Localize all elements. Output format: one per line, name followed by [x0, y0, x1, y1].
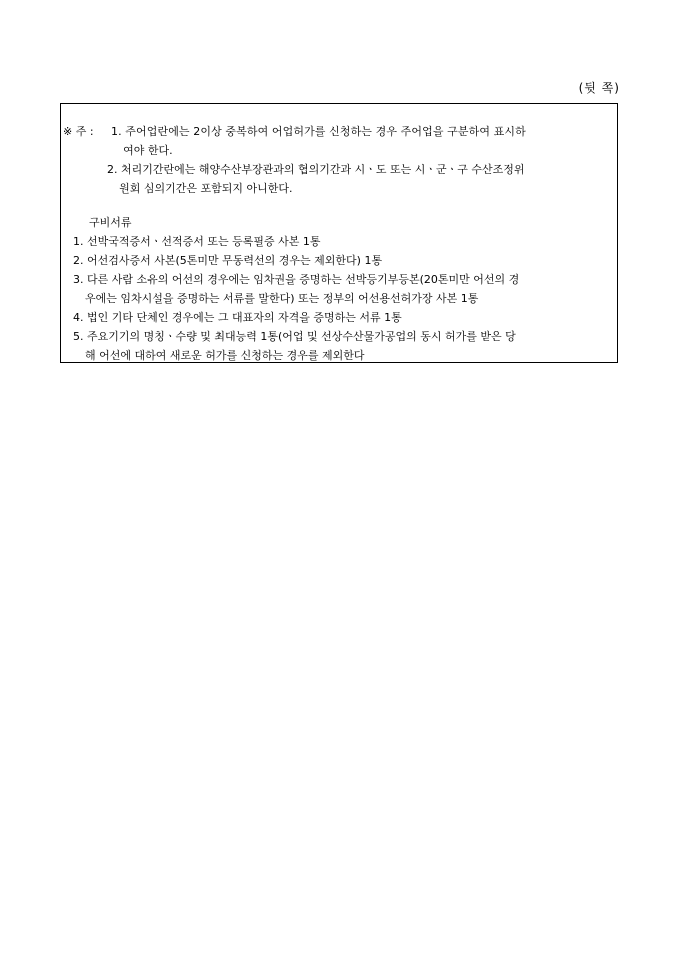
note-2-line-1-text: 2. 처리기간란에는 해양수산부장관과의 협의기간과 시ㆍ도 또는 시ㆍ군ㆍ구 수산조정위 [107, 163, 525, 176]
required-document-5-line-2: 해 어선에 대하여 새로운 허가를 신청하는 경우를 제외한다 [85, 349, 365, 362]
notes-box [60, 103, 618, 363]
required-document-4: 4. 법인 기타 단체인 경우에는 그 대표자의 자격을 증명하는 서류 1통 [73, 311, 402, 324]
required-document-1: 1. 선박국적증서ㆍ선적증서 또는 등록필증 사본 1통 [73, 235, 321, 248]
required-document-3-line-2: 우에는 임차시설을 증명하는 서류를 말한다) 또는 정부의 어선용선허가장 사본 1통 [85, 292, 479, 305]
required-document-5-line-1: 5. 주요기기의 명칭ㆍ수량 및 최대능력 1통(어업 및 선상수산물가공업의 동시 허가를 받은 당 [73, 330, 516, 343]
required-documents-title: 구비서류 [89, 216, 132, 229]
note-1-line-1: 1. 주어업란에는 2이상 중복하여 어업허가를 신청하는 경우 주어업을 구분하여 표시하 [111, 125, 526, 138]
page-side-label: (뒷 쪽) [578, 81, 620, 95]
required-document-2: 2. 어선검사증서 사본(5톤미만 무동력선의 경우는 제외한다) 1통 [73, 254, 383, 267]
note-2-line-2 [107, 179, 292, 198]
note-1-line-2 [111, 141, 173, 160]
note-1-line-2-text: 여야 한다. [123, 144, 173, 157]
note-2-line-1 [107, 160, 525, 179]
required-document-3-line-1: 3. 다른 사람 소유의 어선의 경우에는 임차권을 증명하는 선박등기부등본(20톤미만 어선의 경 [73, 273, 520, 286]
notes-prefix: ※ 주 : [63, 125, 94, 138]
note-2-line-2-text: 원회 심의기간은 포함되지 아니한다. [119, 182, 293, 195]
